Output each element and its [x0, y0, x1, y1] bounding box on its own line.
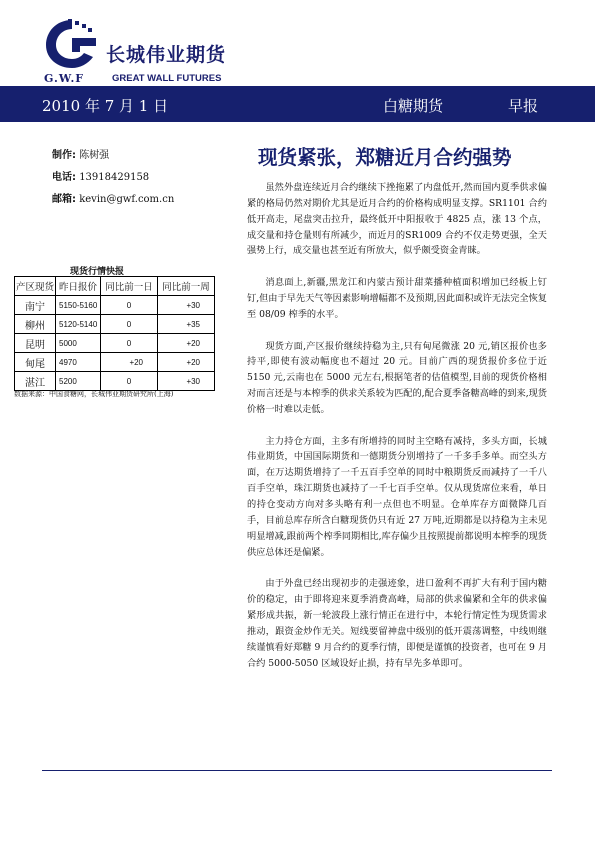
table-header-row [15, 277, 215, 296]
report-category: 白糖期货 [383, 97, 444, 115]
table-row [15, 372, 215, 391]
report-body [247, 180, 547, 687]
body-paragraph: 现货方面,产区报价继续持稳为主,只有甸尾微涨 20 元,销区报价也多持平,即使有波动幅度也不超过 20 元。目前广西的现货报价多位于近 5150 元,云南也在 5000 元左右,根据笔者的估值模型,目前的现货价格相对而言还是与本榨季的供求关系较为匹配的,配合夏季备糖高峰的到来,现货价格一时难以走低。 [247, 340, 547, 415]
day-change-cell: 0 [101, 315, 158, 334]
day-change-cell: 0 [101, 372, 158, 391]
email-address[interactable]: kevin@gwf.com.cn [79, 194, 175, 205]
week-change-cell: +35 [158, 315, 215, 334]
city-cell: 湛江 [15, 372, 56, 391]
body-paragraph: 消息面上,新疆,黑龙江和内蒙古预计甜菜播种植面积增加已经板上钉钉,但由于早先天气等因素影响增幅都不及预期,因此面积或许无法完全恢复至 08/09 榨季的水平。 [247, 277, 547, 320]
body-paragraph: 虽然外盘连续近月合约继续下挫拖累了内盘低开,然而国内夏季供求偏紧的格局仍然对期价尤其是近月合约的价格构成明显支撑。SR1101 合约低开高走，尾盘突击拉升，最终低开中阳报收于 4825 点，涨 13 个点，成交量和持仓量则有所减少，而近月的SR1009 合约不仅走势更强，全天强势上行，成交量也甚至近有所放大，似乎颇受资金青睐。 [247, 182, 547, 257]
report-banner [0, 86, 595, 122]
page-title: 现货紧张，郑糖近月合约强势 [258, 146, 512, 169]
price-cell: 5120-5140 [56, 315, 101, 334]
day-change-cell: 0 [101, 296, 158, 315]
gwf-emblem-icon [42, 16, 102, 70]
spot-price-table [14, 276, 215, 391]
day-change-cell: 0 [101, 334, 158, 353]
column-header: 同比前一日 [101, 277, 158, 296]
phone-line [52, 168, 149, 183]
table-row [15, 334, 215, 353]
table-row [15, 296, 215, 315]
week-change-cell: +30 [158, 296, 215, 315]
report-type: 早报 [508, 97, 539, 115]
data-source-note: 数据来源：中国食糖网，长城伟业期货研究所(上海) [14, 390, 174, 398]
city-cell: 南宁 [15, 296, 56, 315]
week-change-cell: +30 [158, 372, 215, 391]
footer-divider [42, 770, 552, 771]
day-change-cell: +20 [101, 353, 158, 372]
phone-number: 13918429158 [79, 172, 150, 183]
company-name-cn: 长城伟业期货 [106, 44, 227, 66]
email-label: 邮箱: [52, 194, 76, 205]
author-label: 制作: [52, 150, 76, 161]
city-cell: 昆明 [15, 334, 56, 353]
report-date: 2010 年 7 月 1 日 [42, 97, 169, 115]
table-row [15, 353, 215, 372]
city-cell: 柳州 [15, 315, 56, 334]
column-header: 昨日报价 [56, 277, 101, 296]
price-cell: 5150-5160 [56, 296, 101, 315]
price-cell: 4970 [56, 353, 101, 372]
column-header: 同比前一周 [158, 277, 215, 296]
company-name-en: GREAT WALL FUTURES [112, 73, 222, 84]
author-name: 陈树强 [79, 150, 110, 161]
price-table-title: 现货行情快报 [70, 267, 125, 277]
body-paragraph: 主力持仓方面，主多有所增持的同时主空略有减持，多头方面，长城伟业期货，中国国际期货和一德期货分别增持了一千多手多单。而空头方面，在万达期货增持了一千五百手空单的同时中粮期货反而减持了一千八百手空单，珠江期货也减持了一千七百手空单。仅从现货席位来看，单日的持仓变动方向对多头略有利一点但也不明显。仓单库存方面微降几百手，目前总库存所含白糖现货仍只有近 27 万吨,近期都是以持稳为主未见明显增减,跟前两个榨季同期相比,库存偏少且按照提前都说明本榨季的现货供应总体还是偏紧。 [247, 435, 547, 558]
phone-label: 电话: [52, 172, 76, 183]
price-cell: 5000 [56, 334, 101, 353]
table-row [15, 315, 215, 334]
body-paragraph: 由于外盘已经出现初步的走强迹象，进口盈利不再扩大有利于国内糖价的稳定，由于即将迎来夏季消费高峰，局部的供求偏紧和全年的供求偏紧形成共振，新一轮波段上涨行情正在进行中，本轮行情定性为现货需求推动，跟资金炒作无关。短线要留神盘中级别的低开震荡调整，中线则继续谨慎看好郑糖 9 月合约的夏季行情，即便是谨慎的投资者，也可在 9 月合约 5000-5050 区域设好止损，持有早先多单即可。 [247, 578, 547, 669]
week-change-cell: +20 [158, 334, 215, 353]
week-change-cell: +20 [158, 353, 215, 372]
author-line [52, 146, 109, 161]
city-cell: 甸尾 [15, 353, 56, 372]
email-line [52, 190, 174, 205]
company-abbr: G.W.F [44, 72, 85, 85]
column-header: 产区现货 [15, 277, 56, 296]
price-cell: 5200 [56, 372, 101, 391]
company-logo [42, 16, 227, 85]
